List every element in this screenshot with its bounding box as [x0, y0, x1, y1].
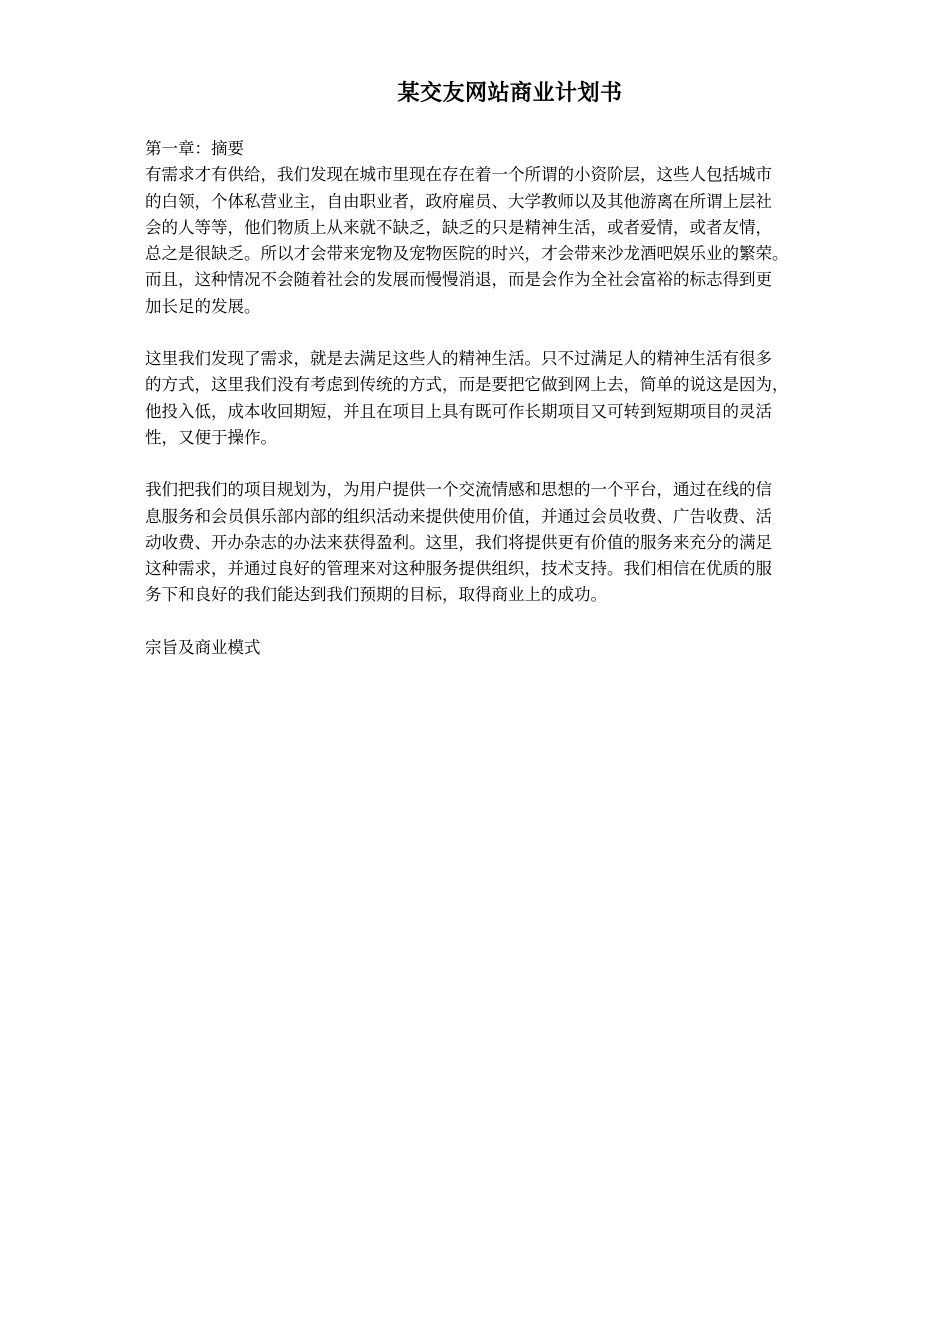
text-line: 这种需求，并通过良好的管理来对这种服务提供组织，技术支持。我们相信在优质的服	[145, 559, 772, 579]
paragraph-summary-3	[145, 477, 880, 608]
text-line: 的方式，这里我们没有考虑到传统的方式，而是要把它做到网上去，简单的说这是因为，	[145, 375, 789, 395]
document-title: 某交友网站商业计划书	[397, 80, 623, 106]
text-line: 会的人等等，他们物质上从来就不缺乏，缺乏的只是精神生活，或者爱情，或者友情，	[145, 217, 772, 237]
paragraph-summary-2	[145, 346, 880, 451]
text-line: 加长足的发展。	[145, 296, 261, 316]
text-line: 息服务和会员俱乐部内部的组织活动来提供使用价值，并通过会员收费、广告收费、活	[145, 506, 772, 526]
paragraph-gap	[145, 451, 880, 477]
text-line: 而且，这种情况不会随着社会的发展而慢慢消退，而是会作为全社会富裕的标志得到更	[145, 270, 772, 290]
text-line: 有需求才有供给，我们发现在城市里现在存在着一个所谓的小资阶层，这些人包括城市	[145, 165, 772, 185]
paragraph-gap	[145, 320, 880, 346]
text-line: 动收费、开办杂志的办法来获得盈利。这里，我们将提供更有价值的服务来充分的满足	[145, 532, 772, 552]
paragraph-gap	[145, 609, 880, 635]
section-heading: 宗旨及商业模式	[145, 637, 261, 657]
paragraph-summary-1	[145, 162, 880, 320]
document-body	[145, 136, 880, 661]
text-line: 这里我们发现了需求，就是去满足这些人的精神生活。只不过满足人的精神生活有很多	[145, 349, 772, 369]
text-line: 他投入低，成本收回期短，并且在项目上具有既可作长期项目又可转到短期项目的灵活	[145, 401, 772, 421]
text-line: 的白领，个体私营业主，自由职业者，政府雇员、大学教师以及其他游离在所谓上层社	[145, 191, 772, 211]
chapter-heading: 第一章：摘要	[145, 139, 244, 158]
text-line: 性，又便于操作。	[145, 427, 277, 447]
text-line: 我们把我们的项目规划为，为用户提供一个交流情感和思想的一个平台，通过在线的信	[145, 480, 772, 500]
text-line: 务下和良好的我们能达到我们预期的目标，取得商业上的成功。	[145, 585, 607, 605]
text-line: 总之是很缺乏。所以才会带来宠物及宠物医院的时兴，才会带来沙龙酒吧娱乐业的繁荣。	[145, 244, 789, 264]
